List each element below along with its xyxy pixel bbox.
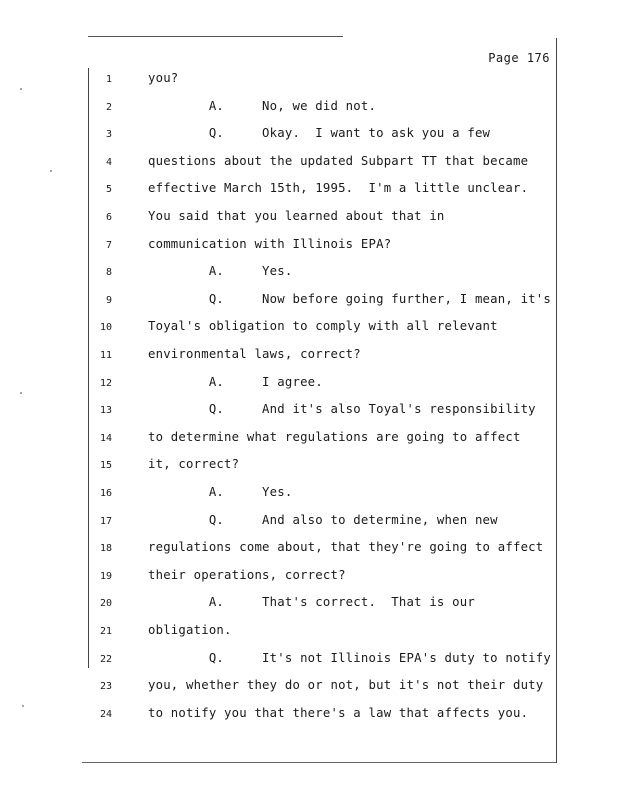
line-text: Q. And it's also Toyal's responsibility: [148, 402, 536, 417]
transcript-line: [0, 236, 618, 256]
scan-speck: [50, 170, 52, 172]
line-text: You said that you learned about that in: [148, 209, 445, 223]
line-number: 11: [99, 350, 112, 361]
transcript-line: [0, 705, 618, 725]
line-text: Q. It's not Illinois EPA's duty to notify: [148, 650, 551, 665]
transcript-line: [0, 456, 618, 476]
line-number: 8: [105, 267, 112, 279]
transcript-line: [0, 622, 618, 642]
transcript-line: [0, 98, 618, 118]
line-number: 4: [105, 156, 112, 168]
line-number: 2: [105, 101, 112, 113]
transcript-line: [0, 374, 618, 394]
line-text: A. Yes.: [148, 264, 293, 279]
transcript-line: [0, 208, 618, 228]
transcript-line: [0, 346, 618, 366]
transcript-line: [0, 70, 618, 90]
line-number: 10: [99, 322, 112, 334]
line-number: 3: [105, 129, 112, 141]
transcript-line: [0, 484, 618, 504]
line-text: Q. Okay. I want to ask you a few: [148, 126, 491, 141]
line-number: 21: [99, 626, 112, 637]
transcript-line: [0, 318, 618, 338]
line-number: 7: [105, 239, 112, 251]
transcript-line: [0, 539, 618, 559]
line-number: 17: [99, 515, 112, 527]
bottom-rule: [82, 762, 556, 763]
scan-speck: [22, 705, 24, 707]
line-text: A. That's correct. That is our: [148, 595, 475, 610]
line-number: 14: [99, 432, 112, 444]
line-text: it, correct?: [148, 457, 240, 472]
line-text: Toyal's obligation to comply with all relevant: [148, 319, 498, 334]
top-rule: [88, 36, 343, 37]
line-number: 5: [105, 184, 112, 196]
page-number-header: Page 176: [488, 51, 550, 65]
line-text: communication with Illinois EPA?: [148, 236, 392, 251]
line-text: A. Yes.: [148, 485, 293, 499]
line-text: you, whether they do or not, but it's not their duty: [148, 678, 544, 693]
line-number: 16: [99, 488, 112, 499]
line-text: A. I agree.: [148, 374, 323, 389]
transcript-line: [0, 594, 618, 614]
line-number: 18: [99, 543, 112, 555]
line-text: environmental laws, correct?: [148, 347, 361, 361]
line-text: regulations come about, that they're going to affect: [148, 540, 544, 555]
line-text: to notify you that there's a law that affects you.: [148, 705, 529, 720]
transcript-line: [0, 263, 618, 283]
transcript-line: [0, 677, 618, 697]
line-text: A. No, we did not.: [148, 98, 377, 113]
line-text: Q. And also to determine, when new: [148, 512, 498, 527]
transcript-line: [0, 429, 618, 449]
transcript-line: [0, 180, 618, 200]
line-number: 23: [99, 681, 112, 693]
line-number: 15: [99, 460, 112, 472]
transcript-line: [0, 512, 618, 532]
line-text: Q. Now before going further, I mean, it's: [148, 291, 551, 306]
line-text: questions about the updated Subpart TT that became: [148, 153, 529, 168]
line-number: 19: [99, 570, 112, 582]
transcript-line: [0, 650, 618, 670]
line-text: effective March 15th, 1995. I'm a little unclear.: [148, 181, 529, 196]
line-text: their operations, correct?: [148, 567, 346, 582]
line-number: 24: [99, 708, 112, 720]
transcript-line: [0, 125, 618, 145]
line-number: 12: [99, 377, 112, 389]
line-number: 9: [105, 294, 112, 306]
transcript-line: [0, 291, 618, 311]
scan-speck: [20, 88, 22, 90]
scan-speck: [20, 392, 22, 394]
line-text: obligation.: [148, 623, 232, 637]
line-text: to determine what regulations are going to affect: [148, 429, 521, 444]
line-number: 13: [99, 405, 112, 417]
transcript-line: [0, 153, 618, 173]
line-number: 20: [99, 598, 112, 610]
line-text: you?: [148, 71, 179, 85]
line-number: 22: [99, 653, 112, 665]
transcript-line: [0, 567, 618, 587]
line-number: 1: [105, 74, 112, 85]
line-number: 6: [105, 212, 112, 223]
transcript-line: [0, 401, 618, 421]
